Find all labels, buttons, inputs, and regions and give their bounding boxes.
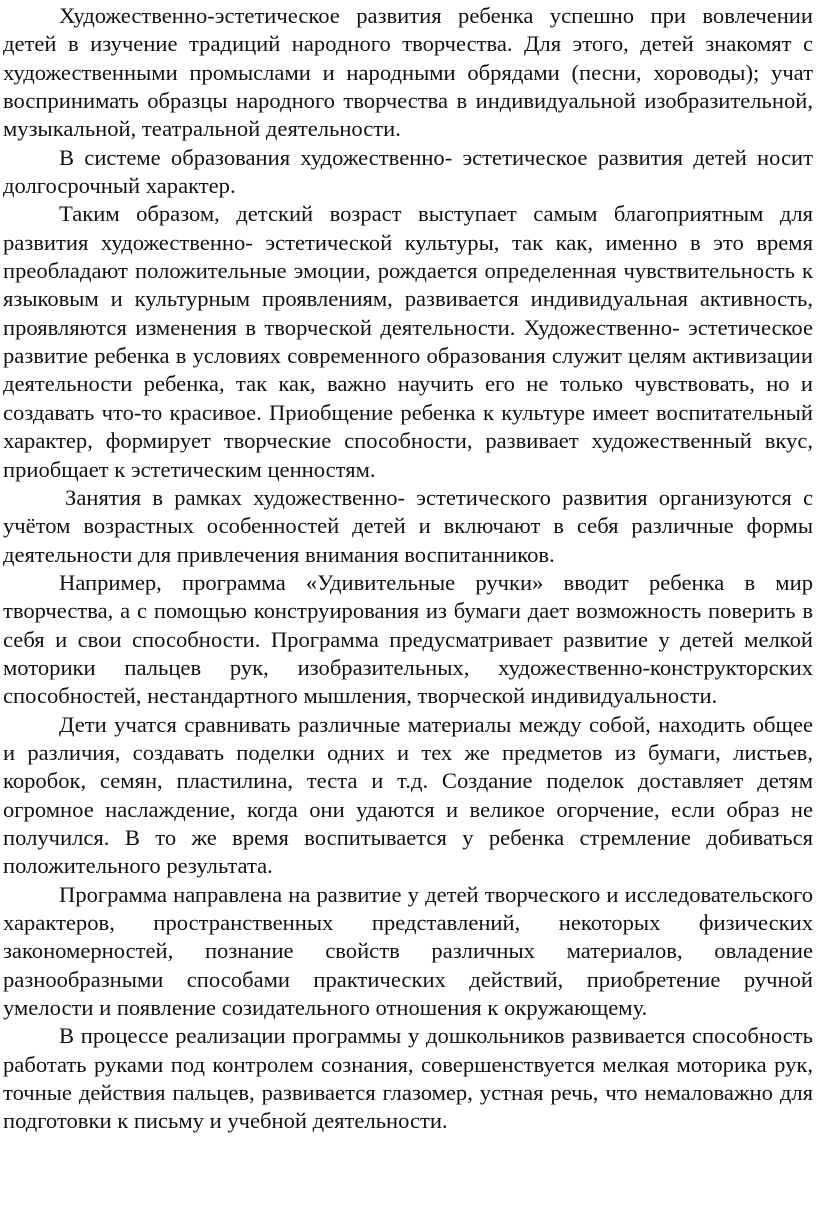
paragraph-7: Программа направлена на развитие у детей творческого и исследовательского характеров, пространственных представлений, некоторых физических закономерностей, познание свойств различных материалов, овладение разнообразными способами практических действий, приобретение ручной умелости и появление созидательного отношения к окружающему. <box>3 881 813 1021</box>
paragraph-5: Например, программа «Удивительные ручки» вводит ребенка в мир творчества, а с помощью конструирования из бумаги дает возможность поверить в себя и свои способности. Программа предусматривает развитие у детей мелкой моторики пальцев рук, изобразительных, художественно-конструкторских способностей, нестандартного мышления, творческой индивидуальности. <box>3 569 813 709</box>
paragraph-1: Художественно-эстетическое развития ребенка успешно при вовлечении детей в изучение традиций народного творчества. Для этого, детей знакомят с художественными промыслами и народными обрядами (песни, хороводы); учат воспринимать образцы народного творчества в индивидуальной изобразительной, музыкальной, театральной деятельности. <box>3 3 813 142</box>
paragraph-4: Занятия в рамках художественно- эстетического развития организуются с учётом возрастных особенностей детей и включают в себя различные формы деятельности для привлечения внимания воспитанников. <box>3 484 813 567</box>
paragraph-2: В системе образования художественно- эстетическое развития детей носит долгосрочный характер. <box>3 144 813 199</box>
paragraph-8: В процессе реализации программы у дошкольников развивается способность работать руками под контролем сознания, совершенствуется мелкая моторика рук, точные действия пальцев, развивается глазомер, устная речь, что немаловажно для подготовки к письму и учебной деятельности. <box>3 1023 813 1134</box>
paragraph-6: Дети учатся сравнивать различные материалы между собой, находить общее и различия, создавать поделки одних и тех же предметов из бумаги, листьев, коробок, семян, пластилина, теста и т.д. Создание поделок доставляет детям огромное наслаждение, когда они удаются и великое огорчение, если образ не получился. В то же время воспитывается у ребенка стремление добиваться положительного результата. <box>3 711 813 879</box>
paragraph-3: Таким образом, детский возраст выступает самым благоприятным для развития художественно- эстетической культуры, так как, именно в это время преобладают положительные эмоции, рождается определенная чувствительность к языковым и культурным проявлениям, развивается индивидуальная активность, проявляются изменения в творческой деятельности. Художественно- эстетическое развитие ребенка в условиях современного образования служит целям активизации деятельности ребенка, так как, важно научить его не только чувствовать, но и создавать что-то красивое. Приобщение ребенка к культуре имеет воспитательный характер, формирует творческие способности, развивает художественный вкус, приобщает к эстетическим ценностям. <box>3 201 813 482</box>
